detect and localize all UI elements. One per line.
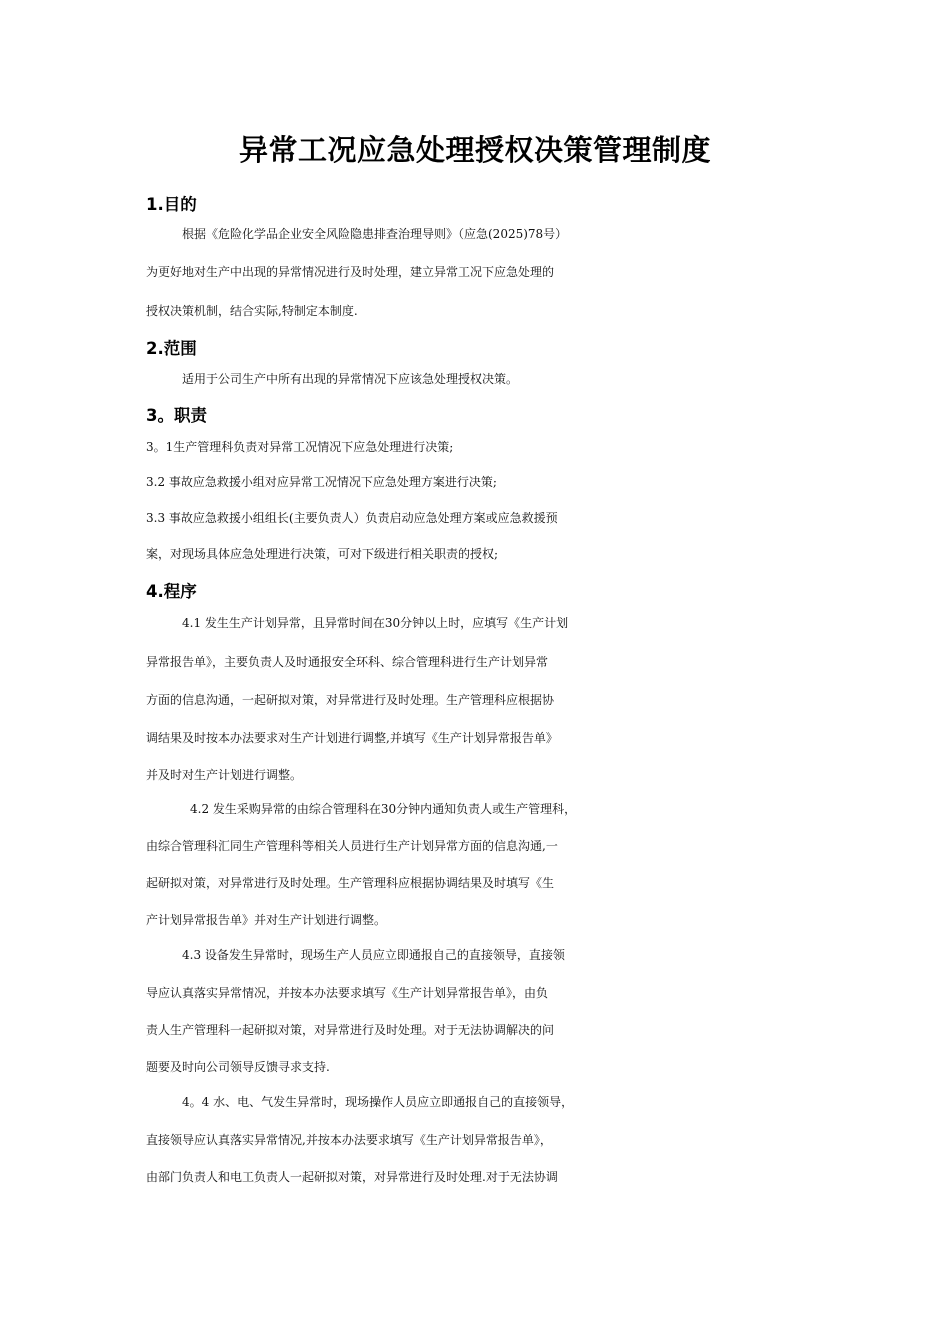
paragraph-line: 导应认真落实异常情况，并按本办法要求填写《生产计划异常报告单》，由负	[146, 986, 549, 1000]
paragraph-line: 授权决策机制，结合实际,特制定本制度.	[146, 304, 358, 318]
paragraph-line: 案，对现场具体应急处理进行决策，可对下级进行相关职责的授权;	[146, 547, 499, 561]
paragraph-line: 方面的信息沟通，一起研拟对策，对异常进行及时处理。生产管理科应根据协	[146, 693, 555, 707]
section-heading-scope: 2.范围	[146, 339, 197, 358]
paragraph-line: 4.2 发生采购异常的由综合管理科在30分钟内通知负责人或生产管理科，	[190, 802, 577, 816]
paragraph-line: 责人生产管理科一起研拟对策，对异常进行及时处理。对于无法协调解决的问	[146, 1023, 555, 1037]
paragraph-line: 调结果及时按本办法要求对生产计划进行调整,并填写《生产计划异常报告单》	[146, 731, 558, 745]
document-title: 异常工况应急处理授权决策管理制度	[238, 133, 711, 167]
section-heading-purpose: 1.目的	[146, 195, 197, 214]
paragraph-line: 由综合管理科汇同生产管理科等相关人员进行生产计划异常方面的信息沟通,一	[146, 839, 558, 853]
paragraph-line: 根据《危险化学品企业安全风险隐患排查治理导则》（应急(2025)78号）	[182, 227, 568, 241]
paragraph-line: 3。1生产管理科负责对异常工况情况下应急处理进行决策;	[146, 440, 454, 454]
paragraph-line: 并及时对生产计划进行调整。	[146, 768, 303, 782]
paragraph-line: 由部门负责人和电工负责人一起研拟对策，对异常进行及时处理.对于无法协调	[146, 1170, 558, 1184]
paragraph-line: 起研拟对策，对异常进行及时处理。生产管理科应根据协调结果及时填写《生	[146, 876, 555, 890]
paragraph-line: 4。4 水、电、气发生异常时，现场操作人员应立即通报自己的直接领导，	[182, 1095, 574, 1109]
paragraph-line: 3.3 事故应急救援小组组长(主要负责人）负责启动应急处理方案或应急救援预	[146, 511, 558, 525]
paragraph-line: 3.2 事故应急救援小组对应异常工况情况下应急处理方案进行决策;	[146, 475, 497, 489]
section-heading-procedure: 4.程序	[146, 582, 197, 601]
paragraph-line: 异常报告单》，主要负责人及时通报安全环科、综合管理科进行生产计划异常	[146, 655, 549, 669]
paragraph-line: 4.1 发生生产计划异常，且异常时间在30分钟以上时，应填写《生产计划	[182, 616, 569, 630]
paragraph-line: 产计划异常报告单》并对生产计划进行调整。	[146, 913, 387, 927]
paragraph-line: 直接领导应认真落实异常情况,并按本办法要求填写《生产计划异常报告单》，	[146, 1133, 552, 1147]
paragraph-line: 适用于公司生产中所有出现的异常情况下应该急处理授权决策。	[182, 372, 519, 386]
paragraph-line: 为更好地对生产中出现的异常情况进行及时处理，建立异常工况下应急处理的	[146, 265, 555, 279]
section-heading-duties: 3。职责	[146, 406, 207, 425]
paragraph-line: 4.3 设备发生异常时，现场生产人员应立即通报自己的直接领导，直接领	[182, 948, 565, 962]
paragraph-line: 题要及时向公司领导反馈寻求支持.	[146, 1060, 330, 1074]
